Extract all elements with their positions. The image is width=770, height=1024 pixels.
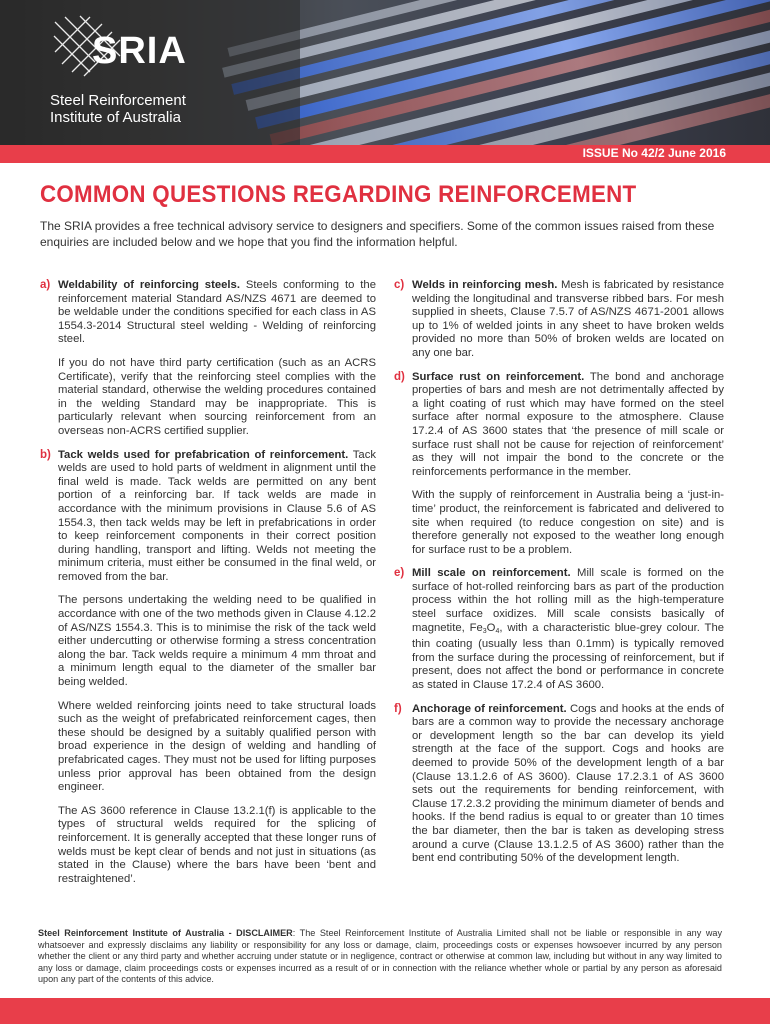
section-b-paragraph-4: The AS 3600 reference in Clause 13.2.1(f) is applicable to the types of structural welds required for the splicing of reinforcement. It is generally accepted that these longer runs of welds must be kept clear of bends and not just in situations (as stated in the Clause) where the bars have been ‘bent and restraightened’.	[58, 804, 376, 885]
section-a	[40, 279, 376, 439]
section-d-paragraph-1	[412, 371, 724, 480]
section-c-heading: Welds in reinforcing mesh.	[412, 279, 558, 291]
intro-paragraph: The SRIA provides a free technical advisory service to designers and specifiers. Some of the common issues raised from these enquiries are included below and we hope that you find the information helpful.	[40, 219, 715, 249]
section-marker: f)	[394, 702, 402, 715]
right-column	[394, 279, 724, 876]
left-column	[40, 279, 376, 896]
footer-bar	[0, 998, 770, 1024]
issue-bar	[0, 145, 770, 163]
section-marker: e)	[394, 567, 405, 580]
section-b-paragraph-3: Where welded reinforcing joints need to take structural loads such as the weight of prefabricated reinforcement cages, then these should be designed by a suitably qualified person with broad experience in the design of welding and handling of prefabricated cages. They must not be used for lifting purposes unless prior approval has been obtained from the design engineer.	[58, 699, 376, 794]
section-a-text-1: Steels conforming to the reinforcement material Standard AS/NZS 4671 are deemed to be weldable under the conditions specified for each class in AS 1554.3-2014 Structural steel welding - Welding of reinforcing steel.	[58, 279, 376, 346]
subscript-3: 3	[482, 627, 487, 635]
section-b-text-1: Tack welds are used to hold parts of weldment in alignment until the final weld is made. Tack welds are permitted on any bent portion of a reinforcing bar. If tack welds are made in accordance with the minimum provisions in Clause 5.6 of AS 1554.3, then tack welds may be left in prefabrications in order to keep reinforcement components in their correct position during handling, transport and lifting. Welds not meeting the minimum criteria, must either be consumed in the final weld, or removed from the bar.	[58, 448, 376, 583]
section-a-heading: Weldability of reinforcing steels.	[58, 279, 240, 291]
section-d-paragraph-2: With the supply of reinforcement in Australia being a ‘just-in-time’ product, the reinforcement is fabricated and delivered to site when required (to reduce congestion on site) and is therefore generally not exposed to the weather long enough for surface rust to be a problem.	[412, 489, 724, 556]
section-d-heading: Surface rust on reinforcement.	[412, 370, 585, 383]
section-e	[394, 567, 724, 692]
section-marker: d)	[394, 370, 405, 383]
section-e-paragraph-1	[412, 567, 724, 692]
section-c	[394, 279, 724, 361]
section-c-text-1: Mesh is fabricated by resistance welding the longitudinal and transverse ribbed bars. For mesh supplied in sheets, Clause 7.5.7 of AS/NZS 4671-2001 allows up to 1% of welded joints in any sheet to have broken welds provided no more than 50% of broken welds are located on any one bar.	[412, 279, 725, 359]
section-e-text-1c: , with a characteristic blue-grey colour. The thin coating (usually less than 0.1mm) is typically removed from the surface during the processing of reinforcement, but if present, does not affect the bond or performance in concrete as stated in Clause 17.2.4 of AS 3600.	[412, 621, 725, 692]
section-f	[394, 703, 724, 866]
section-d	[394, 371, 724, 558]
section-b-paragraph-2: The persons undertaking the welding need to be qualified in accordance with one of the two methods given in Clause 4.12.2 of AS/NZS 1554.3. This is to minimise the risk of the tack weld either undercutting or otherwise forming a stress concentration along the bar. Tack welds require a minimum 4 mm throat and a minimum length equal to the diameter of the smaller bar being welded.	[58, 594, 376, 689]
section-f-heading: Anchorage of reinforcement.	[412, 702, 567, 715]
brand-name-line2: Institute of Australia	[50, 109, 181, 126]
page-title: COMMON QUESTIONS REGARDING REINFORCEMENT	[40, 181, 637, 208]
section-b	[40, 449, 376, 887]
section-d-text-1: The bond and anchorage properties of bars and mesh are not detrimentally affected by a light coating of rust which may have formed on the steel surface after normal exposure to the atmosphere. Clause 17.2.4 of AS 3600 states that ‘the presence of mill scale or surface rust shall not be cause for rejection of reinforcement’ as they will not impair the bond to the concrete or the reinforcements performance in the member.	[412, 370, 724, 478]
section-c-paragraph-1	[412, 279, 724, 361]
section-marker: b)	[40, 448, 51, 461]
section-e-heading: Mill scale on reinforcement.	[412, 567, 571, 580]
section-marker: a)	[40, 279, 51, 291]
header-banner	[0, 0, 770, 145]
disclaimer	[38, 928, 722, 986]
section-e-text-1a: Mill scale is formed on the surface of hot-rolled reinforcing bars as part of the production process within the hot rolling mill as the high-temperature steel surface oxidizes. Mill scale consists basically of magnetite, Fe	[412, 567, 724, 634]
brand-name-line1: Steel Reinforcement	[50, 92, 186, 109]
disclaimer-lead: Steel Reinforcement Institute of Australia - DISCLAIMER	[38, 928, 293, 938]
section-b-heading: Tack welds used for prefabrication of reinforcement.	[58, 448, 349, 461]
section-a-paragraph-2: If you do not have third party certification (such as an ACRS Certificate), verify that the reinforcing steel complies with the material standard, otherwise the welding procedures contained in the welding Standard may be inappropriate. This is particularly relevant when sourcing reinforcement from an overseas non-ACRS certified supplier.	[58, 356, 376, 437]
disclaimer-text: : The Steel Reinforcement Institute of Australia Limited shall not be liable or responsible in any way whatsoever and expressly disclaims any liability or responsibility for any loss or damage, claim, proceedings costs or expenses howsoever incurred by any person whether the client or any third party and whether accruing under statute or in negligence, contract or otherwise at common law, including but without in any way limited to any loss or damage, claim proceedings costs or expenses incurred as a result of or in connection with the reliance whether whole or partial by any person as aforesaid upon any part of the contents of this advice.	[38, 928, 722, 985]
section-marker: c)	[394, 279, 405, 291]
subscript-4: 4	[495, 627, 500, 635]
issue-number: ISSUE No 42/2 June 2016	[582, 146, 726, 160]
sria-logo	[50, 12, 210, 130]
logo-wordmark: SRIA	[92, 30, 187, 72]
section-f-paragraph-1	[412, 703, 724, 866]
section-e-text-1b: O	[486, 621, 496, 634]
section-f-text-1: Cogs and hooks at the ends of bars are a common way to provide the necessary anchorage or development length so the bar can develop its yield strength at the face of the support. Cogs and hooks are deemed to provide 50% of the development length of a bar (Clause 13.1.2.6 of AS 3600). Clause 17.2.3.1 of AS 3600 sets out the requirements for bending reinforcement, with Clause 17.2.3.2 providing the minimum diameter of bends and hooks. If the bend radius is equal to or greater than 10 times the bar diameter, then the bar is taken as developing stress around a curve (Clause 13.1.2.5 of AS 3600) rather than the bent end contributing 50% of the development length.	[412, 702, 725, 865]
section-a-paragraph-1	[58, 279, 376, 347]
section-b-paragraph-1	[58, 449, 376, 585]
